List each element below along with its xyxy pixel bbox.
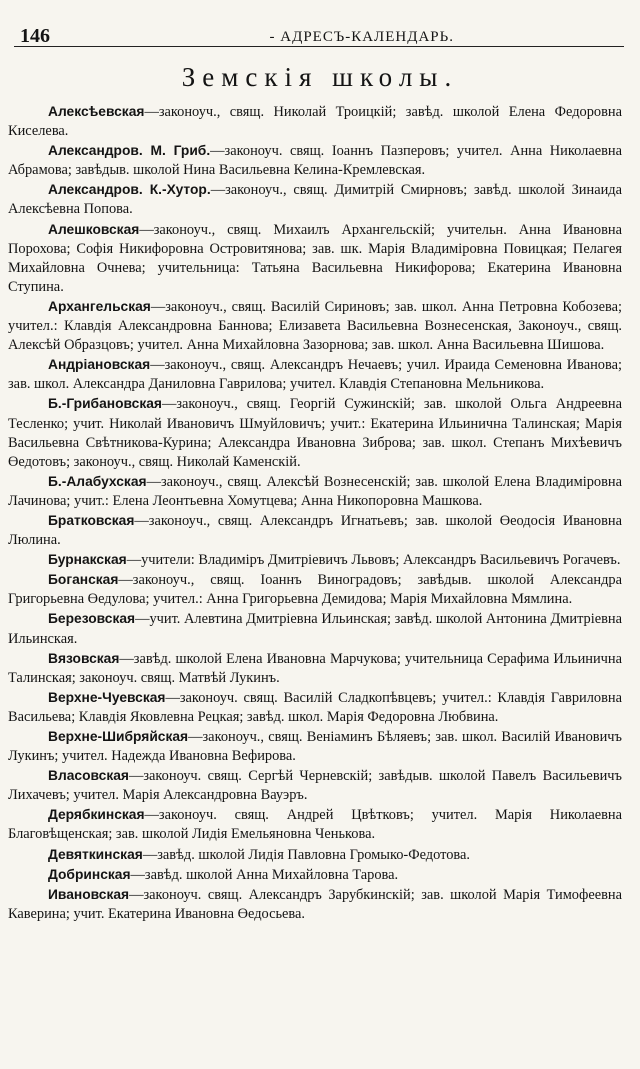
school-entry (8, 394, 622, 471)
school-name: Алешковская (48, 221, 140, 237)
school-name: Александров. К.-Хутор. (48, 182, 211, 198)
school-staff-text: —законоуч., свящ. Михаилъ Архангельскій; учительн. Анна Ивановна Порохова; Софія Никифоровна Островитянова; зав. шк. Марія Владиміровна Повицкая; Пелагея Михайловна Очнева; учительница: Татьяна Васильевна Никифорова; Екатерина Ивановна Ступина. (8, 221, 622, 295)
section-title: Земскія школы. (181, 62, 459, 92)
school-entry (8, 865, 622, 885)
school-entry (8, 885, 622, 924)
school-entry (8, 511, 622, 550)
school-entry (8, 355, 622, 394)
school-entry (8, 845, 622, 865)
school-entry (8, 220, 622, 297)
school-name: Александров. М. Гриб. (48, 143, 211, 159)
school-staff-text: —законоуч., свящ. Александръ Игнатьевъ; зав. школой Өеодосія Ивановна Люлина. (8, 512, 622, 549)
school-staff-text: —законоуч., свящ. Іоаннъ Виноградовъ; завѣдыв. школой Александра Григорьевна Өедулова; учител.: Анна Григорьевна Демидова; Марія Михайловна Мямлина. (8, 572, 622, 608)
school-staff-text: —законоуч. свящ. Андрей Цвѣтковъ; учител. Марія Николаевна Благовѣщенская; зав. школой Лидія Емельяновна Ченькова. (8, 807, 622, 843)
school-staff-text: —учит. Алевтина Дмитріевна Ильинская; завѣд. школой Антонина Дмитріевна Ильинская. (8, 611, 622, 647)
school-name: Верхне-Шибряйская (48, 729, 189, 744)
school-staff-text: —законоуч., свящ. Димитрій Смирновъ; завѣд. школой Зинаида Алексѣевна Попова. (8, 182, 622, 218)
page-header (14, 18, 624, 47)
running-title: - АДРЕСЪ-КАЛЕНДАРЬ. (269, 29, 454, 45)
school-staff-text: —законоуч., свящ. Николай Троицкій; завѣд. школой Елена Федоровна Киселева. (8, 104, 622, 140)
page-number: 146 (20, 25, 50, 47)
school-staff-text: —завѣд. школой Лидія Павловна Громыко-Федотова. (142, 846, 470, 863)
school-name: Девяткинская (48, 846, 143, 862)
school-staff-text: —законоуч., свящ. Александръ Нечаевъ; учил. Ираида Семеновна Иванова; зав. школ. Александра Даниловна Гаврилова; учител. Клавдія Степановна Мельникова. (8, 357, 622, 393)
school-staff-text: —законоуч., свящ. Алексѣй Вознесенскій; зав. школой Елена Владиміровна Лачинова; учит.: Елена Леонтьевна Хомутцева; Анна Никопоровна Машкова. (8, 473, 622, 509)
school-staff-text: —завѣд. школой Анна Михайловна Тарова. (130, 866, 399, 883)
school-staff-text: —завѣд. школой Елена Ивановна Марчукова; учительница Серафима Ильинична Талинская; законоуч. свящ. Матвѣй Лукинъ. (8, 650, 622, 686)
school-name: Братковская (48, 512, 135, 528)
school-name: Березовская (48, 611, 136, 627)
school-staff-text: —учители: Владиміръ Дмитріевичъ Львовъ; Александръ Васильевичъ Рогачевъ. (126, 552, 621, 569)
school-entry (8, 570, 622, 609)
school-entry (8, 609, 622, 648)
school-name: Бурнакская (48, 552, 127, 568)
school-staff-text: —законоуч. свящ. Александръ Зарубкинскій; зав. школой Марія Тимофеевна Каверина; учит. Екатерина Ивановна Өедосьева. (8, 886, 622, 922)
school-name: Б.-Алабухская (48, 473, 147, 489)
school-name: Архангельская (48, 298, 151, 314)
school-name: Дерябкинская (48, 807, 145, 823)
school-entry (8, 102, 622, 141)
school-name: Вязовская (48, 650, 120, 666)
school-staff-text: —законоуч. свящ. Сергѣй Черневскій; завѣдыв. школой Павелъ Васильевичъ Лихачевъ; учител. Марія Александровна Вауэръ. (8, 768, 622, 804)
school-entry (8, 472, 622, 511)
school-name: Верхне-Чуевская (48, 689, 166, 705)
school-staff-text: —законоуч., свящ. Георгій Сужинскій; зав. школой Ольга Андреевна Тесленко; учит. Николай Ивановичъ Шмуйловичъ; учит.: Екатерина Ильинична Талинская; Марія Васильевна Свѣтникова-Курина; Александра Ивановна Зиброва; зав. школ. Степанъ Михѣевичъ Өедотовъ; законоуч., свящ. Николай Каменскій. (8, 396, 622, 470)
school-name: Власовская (48, 768, 129, 784)
school-name: Алексѣевская (48, 104, 145, 119)
school-name: Ивановская (48, 886, 130, 902)
entries-list (8, 102, 622, 924)
school-staff-text: —законоуч., свящ. Веніаминъ Бѣляевъ; зав. школ. Василій Ивановичъ Лукинъ; учител. Надежда Ивановна Вефирова. (8, 729, 622, 765)
school-staff-text: —законоуч. свящ. Василій Сладкопѣвцевъ; учител.: Клавдія Гавриловна Васильева; Клавдія Яковлевна Рецкая; завѣд. школ. Марія Федоровна Любвина. (8, 689, 622, 725)
school-entry (8, 141, 622, 180)
school-entry (8, 550, 622, 570)
school-entry (8, 297, 622, 355)
school-name: Боганская (48, 572, 119, 588)
school-entry (8, 649, 622, 688)
school-entry (8, 766, 622, 805)
school-name: Андріановская (48, 357, 151, 373)
school-entry (8, 727, 622, 766)
school-entry (8, 688, 622, 727)
school-name: Б.-Грибановская (48, 396, 162, 412)
school-staff-text: —законоуч., свящ. Василій Сириновъ; зав. школ. Анна Петровна Кобозева; учител.: Клавдія Александровна Баннова; Елизавета Васильевна Вознесенская, Законоуч., свящ. Алексѣй Образцовъ; учител. Анна Михайловна Зазорнова; зав. школ. Анна Васильевна Шишова. (8, 298, 622, 354)
school-entry (8, 805, 622, 844)
school-entry (8, 180, 622, 219)
school-name: Добринская (48, 866, 131, 882)
school-staff-text: —законоуч. свящ. Іоаннъ Пазперовъ; учител. Анна Николаевна Абрамова; завѣдыв. школой Нина Васильевна Келина-Кремлевская. (8, 143, 622, 179)
